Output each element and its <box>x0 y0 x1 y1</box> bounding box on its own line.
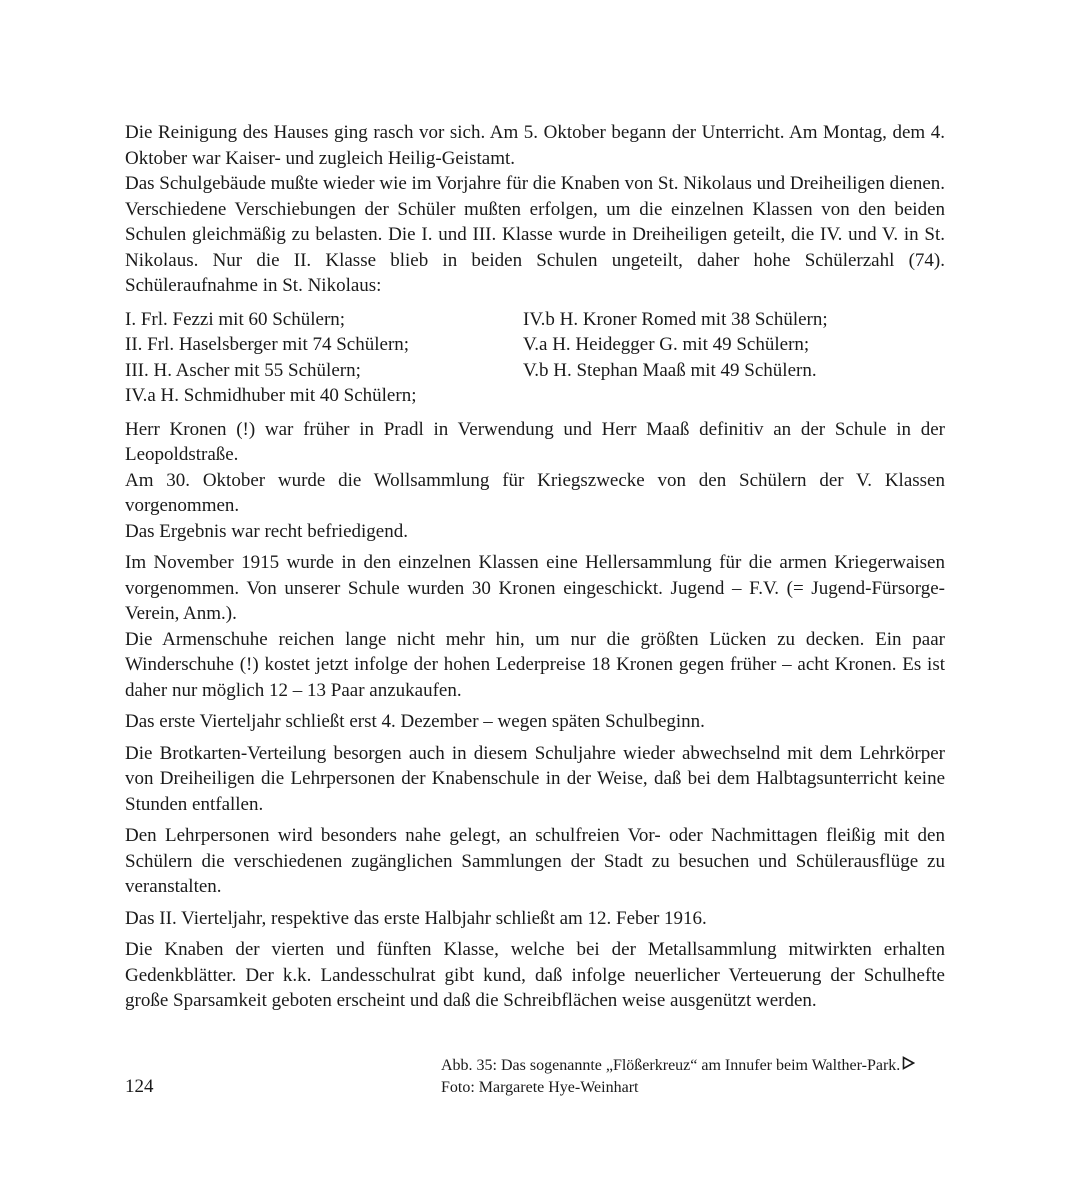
roster-entry: V.b H. Stephan Maaß mit 49 Schülern. <box>523 359 817 381</box>
roster-entry: IV.a H. Schmidhuber mit 40 Schülern; <box>125 385 417 406</box>
paragraph-result: Das Ergebnis war recht befriedigend. <box>125 520 408 542</box>
roster-entry: III. H. Ascher mit 55 Schülern; <box>125 359 361 381</box>
paragraph-school-building: Das Schulgebäude mußte wieder wie im Vorjahre für die Knaben von St. Nikolaus und Dreiheiligen dienen. Verschiedene Verschiebungen der Schüler mußten erfolgen, um die einzelnen Klassen von den beiden Schulen gleichmäßig zu belasten. Die I. und III. Klasse wurde in Dreiheiligen geteilt, die IV. und V. in St. Nikolaus. Nur die II. Klasse blieb in beiden Schulen ungeteilt, daher hohe Schülerzahl (74). Schüleraufnahme in St. Nikolaus: <box>125 173 945 296</box>
page-body <box>125 120 945 1014</box>
paragraph-second-quarter: Das II. Vierteljahr, respektive das erste Halbjahr schließt am 12. Feber 1916. <box>125 907 707 929</box>
paragraph-bread-cards: Die Brotkarten-Verteilung besorgen auch in diesem Schuljahre wieder abwechselnd mit dem Lehrkörper von Dreiheiligen die Lehrpersonen der Knabenschule in der Weise, daß bei dem Halbtagsunterricht keine Stunden entfallen. <box>125 742 945 815</box>
figure-caption <box>441 1055 915 1098</box>
class-roster-right-column <box>523 307 945 409</box>
class-roster-left-column <box>125 307 523 409</box>
class-roster <box>125 307 945 409</box>
figure-caption-line <box>441 1055 915 1077</box>
paragraph-poor-shoes: Die Armenschuhe reichen lange nicht mehr hin, um nur die größten Lücken zu decken. Ein paar Winderschuhe (!) kostet jetzt infolge der hohen Lederpreise 18 Kronen gegen früher – acht Kronen. Es ist daher nur möglich 12 – 13 Paar anzukaufen. <box>125 628 945 701</box>
paragraph-wool-collection: Am 30. Oktober wurde die Wollsammlung für Kriegszwecke von den Schülern der V. Klassen vorgenommen. <box>125 469 945 516</box>
paragraph-teacher-excursions: Den Lehrpersonen wird besonders nahe gelegt, an schulfreien Vor- oder Nachmittagen fleißig mit den Schülern die verschiedenen zugänglichen Sammlungen der Stadt zu besuchen und Schülerausflüge zu veranstalten. <box>125 825 945 897</box>
roster-entry: IV.b H. Kroner Romed mit 38 Schülern; <box>523 308 828 330</box>
paragraph-metal-collection: Die Knaben der vierten und fünften Klasse, welche bei der Metallsammlung mitwirkten erhalten Gedenkblätter. Der k.k. Landesschulrat gibt kund, daß infolge neuerlicher Verteuerung der Schulhefte große Sparsamkeit geboten erscheint und daß die Schreibflächen weise ausgenützt werden. <box>125 939 945 1011</box>
roster-entry: I. Frl. Fezzi mit 60 Schülern; <box>125 308 346 330</box>
page-number: 124 <box>125 1076 154 1097</box>
paragraph-teacher-notes: Herr Kronen (!) war früher in Pradl in Verwendung und Herr Maaß definitiv an der Schule in der Leopoldstraße. <box>125 418 945 465</box>
figure-caption-title: Abb. 35: Das sogenannte „Flößerkreuz“ am Innufer beim Walther-Park. <box>441 1057 901 1074</box>
paragraph-school-start: Die Reinigung des Hauses ging rasch vor sich. Am 5. Oktober begann der Unterricht. Am Montag, dem 4. Oktober war Kaiser- und zugleich Heilig-Geistamt. <box>125 122 945 169</box>
roster-entry: V.a H. Heidegger G. mit 49 Schülern; <box>523 334 810 355</box>
roster-entry: II. Frl. Haselsberger mit 74 Schülern; <box>125 334 410 355</box>
paragraph-first-quarter: Das erste Vierteljahr schließt erst 4. Dezember – wegen späten Schulbeginn. <box>125 711 705 732</box>
paragraph-heller-collection: Im November 1915 wurde in den einzelnen Klassen eine Hellersammlung für die armen Kriegerwaisen vorgenommen. Von unserer Schule wurden 30 Kronen eingeschickt. Jugend – F.V. (= Jugend-Fürsorge-Verein, Anm.). <box>125 552 945 624</box>
triangle-right-outline-icon <box>902 1056 915 1077</box>
figure-caption-credit: Foto: Margarete Hye-Weinhart <box>441 1079 639 1096</box>
